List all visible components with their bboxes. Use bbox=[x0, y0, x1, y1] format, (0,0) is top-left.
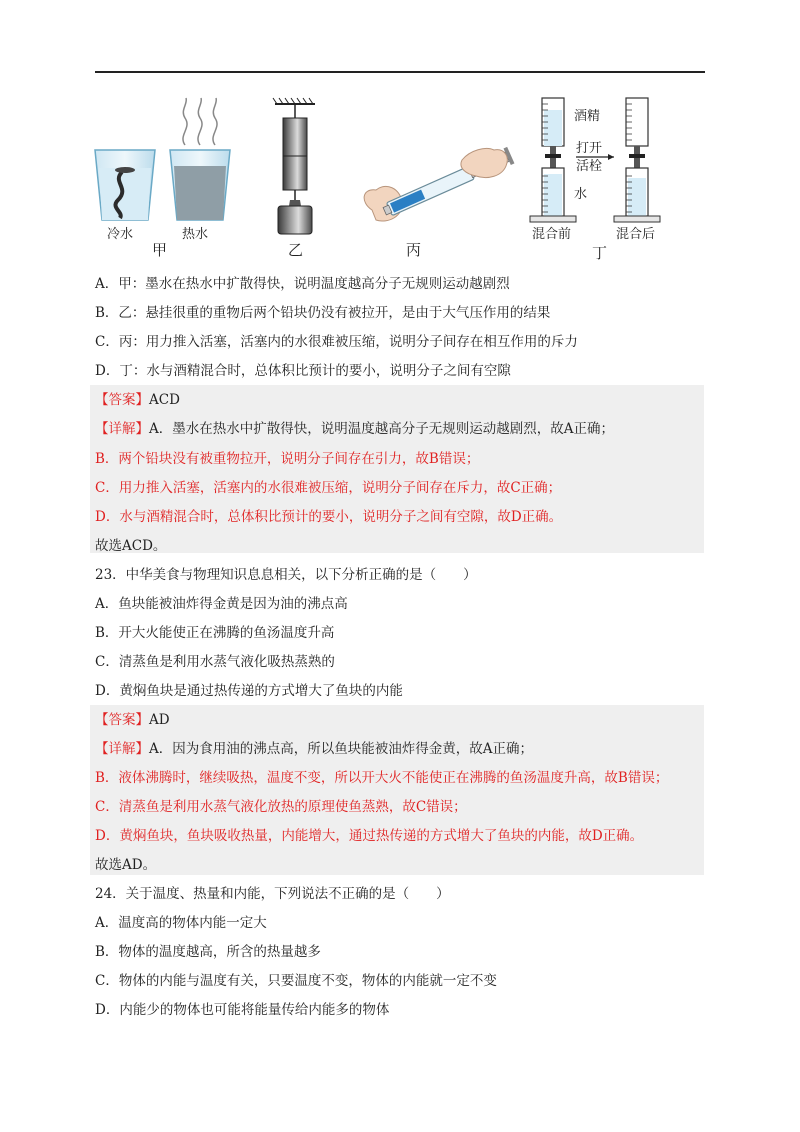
q24-option-a: A．温度高的物体内能一定大 bbox=[95, 915, 267, 931]
syringe-apparatus bbox=[364, 147, 514, 221]
q24-stem: 24．关于温度、热量和内能，下列说法不正确的是（ ） bbox=[95, 886, 450, 902]
cold-water-beaker bbox=[95, 150, 155, 220]
q23-option-d: D．黄焖鱼块是通过热传递的方式增大了鱼块的内能 bbox=[95, 683, 403, 699]
tube-before-mixing bbox=[530, 98, 576, 222]
q23-option-a: A．鱼块能被油炸得金黄是因为油的沸点高 bbox=[95, 596, 348, 612]
q23-stem: 23．中华美食与物理知识息息相关，以下分析正确的是（ ） bbox=[95, 567, 477, 583]
label-bing: 丙 bbox=[406, 241, 422, 259]
q22-option-b: B．乙：悬挂很重的重物后两个铅块仍没有被拉开，是由于大气压作用的结果 bbox=[95, 305, 551, 321]
q22-option-c: C．丙：用力推入活塞，活塞内的水很难被压缩，说明分子间存在相互作用的斥力 bbox=[95, 334, 578, 350]
tube-after-mixing bbox=[614, 98, 660, 222]
hot-water-label: 热水 bbox=[182, 227, 209, 242]
alcohol-label: 酒精 bbox=[574, 109, 601, 124]
q23-detail-d: D．黄焖鱼块，鱼块吸收热量，内能增大，通过热传递的方式增大了鱼块的内能，故D正确。 bbox=[95, 828, 644, 844]
q22-detail-c: C．用力推入活塞，活塞内的水很难被压缩，说明分子间存在斥力，故C正确； bbox=[95, 480, 562, 496]
q23-answer: 【答案】AD bbox=[95, 712, 170, 728]
open-label: 打开 bbox=[576, 141, 603, 156]
q22-detail-a: 【详解】A．墨水在热水中扩散得快，说明温度越高分子无规则运动越剧烈，故A正确； bbox=[95, 421, 614, 437]
label-yi: 乙 bbox=[288, 241, 304, 259]
label-ding: 丁 bbox=[592, 244, 608, 262]
q24-option-c: C．物体的内能与温度有关，只要温度不变，物体的内能就一定不变 bbox=[95, 973, 497, 989]
before-mix-label: 混合前 bbox=[532, 227, 572, 242]
experiment-figure bbox=[90, 90, 710, 265]
q22-answer-box bbox=[90, 385, 704, 553]
q22-detail-b: B．两个铅块没有被重物拉开，说明分子间存在引力，故B错误； bbox=[95, 451, 480, 467]
q23-answer-box bbox=[90, 705, 704, 875]
cold-water-label: 冷水 bbox=[107, 227, 134, 242]
valve-label: 活栓 bbox=[576, 159, 603, 174]
after-mix-label: 混合后 bbox=[616, 227, 656, 242]
q22-detail-d: D．水与酒精混合时，总体积比预计的要小，说明分子之间有空隙，故D正确。 bbox=[95, 509, 563, 525]
water-label: 水 bbox=[574, 187, 588, 202]
label-jia: 甲 bbox=[152, 241, 168, 259]
q23-option-b: B．开大火能使正在沸腾的鱼汤温度升高 bbox=[95, 625, 335, 641]
q22-conclusion: 故选ACD。 bbox=[95, 538, 167, 554]
hot-water-beaker bbox=[170, 98, 230, 220]
q23-option-c: C．清蒸鱼是利用水蒸气液化吸热蒸熟的 bbox=[95, 654, 335, 670]
q22-option-d: D．丁：水与酒精混合时，总体积比预计的要小，说明分子之间有空隙 bbox=[95, 363, 511, 379]
q24-option-b: B．物体的温度越高，所含的热量越多 bbox=[95, 944, 321, 960]
q24-option-d: D．内能少的物体也可能将能量传给内能多的物体 bbox=[95, 1002, 390, 1018]
q22-answer: 【答案】ACD bbox=[95, 392, 180, 408]
q22-option-a: A．甲：墨水在热水中扩散得快，说明温度越高分子无规则运动越剧烈 bbox=[95, 276, 510, 292]
q23-detail-a: 【详解】A．因为食用油的沸点高，所以鱼块能被油炸得金黄，故A正确； bbox=[95, 741, 533, 757]
q23-conclusion: 故选AD。 bbox=[95, 857, 157, 873]
lead-blocks-apparatus bbox=[273, 98, 315, 234]
header-rule bbox=[95, 71, 705, 73]
q23-detail-c: C．清蒸鱼是利用水蒸气液化放热的原理使鱼蒸熟，故C错误； bbox=[95, 799, 467, 815]
q23-detail-b: B．液体沸腾时，继续吸热，温度不变，所以开大火不能使正在沸腾的鱼汤温度升高，故B错误； bbox=[95, 770, 669, 786]
